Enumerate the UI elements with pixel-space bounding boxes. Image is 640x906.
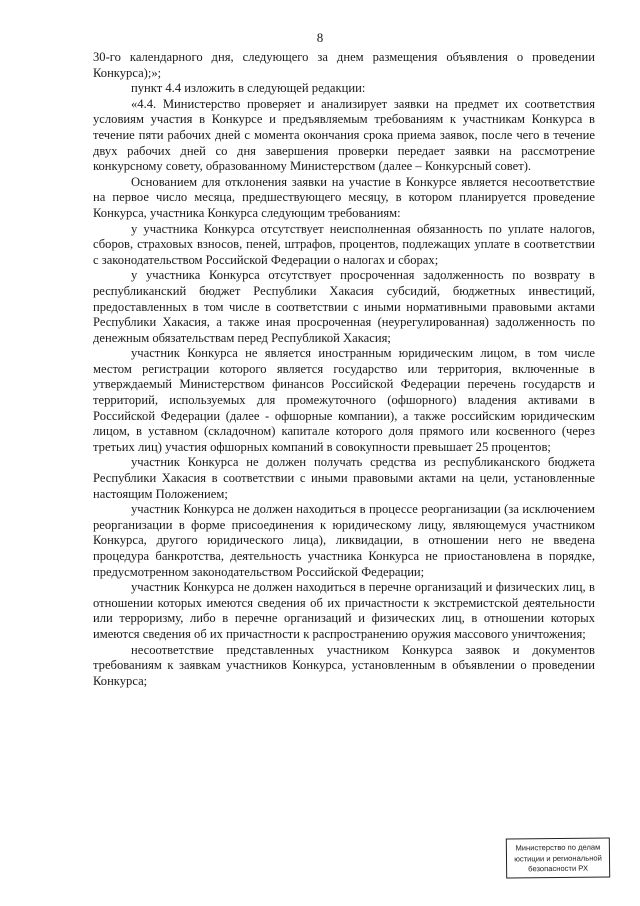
document-body: [93, 50, 595, 689]
paragraph: Основанием для отклонения заявки на участие в Конкурсе является несоответствие на первое число месяца, предшествующего месяцу, в котором планируется проведение Конкурса, участника Конкурса следующим требованиям:: [93, 174, 595, 220]
paragraph: пункт 4.4 изложить в следующей редакции:: [131, 81, 366, 96]
page-number: 8: [316, 30, 324, 45]
paragraph: у участника Конкурса отсутствует неисполненная обязанность по уплате налогов, сборов, страховых взносов, пеней, штрафов, процентов, подлежащих уплате в соответствии с законодательством Российской Федерации о налогах и сборах;: [93, 221, 595, 267]
stamp-line: Министерство по делам: [515, 842, 601, 853]
paragraph: 30-го календарного дня, следующего за днем размещения объявления о проведении Конкурса);»;: [93, 50, 595, 80]
paragraph: «4.4. Министерство проверяет и анализирует заявки на предмет их соответствия условиям участия в Конкурсе и предъявляемым требованиям к участникам Конкурса в течение пяти рабочих дней с момента окончания срока приема заявок, после чего в течение двух рабочих дней со дня завершения проверки передает заявки на рассмотрение конкурсному совету, образованному Министерством (далее – Конкурсный совет).: [93, 96, 595, 174]
paragraph: участник Конкурса не должен находиться в процессе реорганизации (за исключением реорганизации в форме присоединения к юридическому лицу, являющемуся участником Конкурса, другого юридического лица), ликвидации, в отношении него не введена процедура банкротства, деятельность участника Конкурса не приостановлена в порядке, предусмотренном законодательством Российской Федерации;: [93, 502, 595, 579]
paragraph: участник Конкурса не должен находиться в перечне организаций и физических лиц, в отношении которых имеются сведения об их причастности к экстремистской деятельности или терроризму, либо в перечне организаций и физических лиц, в отношении которых имеются сведения об их причастности к распространению оружия массового уничтожения;: [93, 580, 595, 641]
registration-stamp: [506, 837, 610, 878]
stamp-line: безопасности РХ: [528, 863, 589, 874]
paragraph: у участника Конкурса отсутствует просроченная задолженность по возврату в республиканский бюджет Республики Хакасия субсидий, бюджетных инвестиций, предоставленных в том числе в соответствии с иными нормативными правовыми актами Республики Хакасия, а также иная просроченная (неурегулированная) задолженность по денежным обязательствам перед Республикой Хакасия;: [93, 268, 595, 345]
paragraph: несоответствие представленных участником Конкурса заявок и документов требованиям к заявкам участников Конкурса, установленным в объявлении о проведении Конкурса;: [93, 642, 595, 688]
paragraph: участник Конкурса не является иностранным юридическим лицом, в том числе местом регистрации которого является государство или территория, включенные в утверждаемый Министерством финансов Российской Федерации перечень государств и территорий, используемых для промежуточного (офшорного) владения активами в Российской Федерации (далее - офшорные компании), а также российским юридическим лицом, в уставном (складочном) капитале которого доля прямого или косвенного (через третьих лиц) участия офшорных компаний в совокупности превышает 25 процентов;: [93, 346, 595, 454]
stamp-line: юстиции и региональной: [514, 853, 602, 863]
paragraph: участник Конкурса не должен получать средства из республиканского бюджета Республики Хакасия в соответствии с иными правовыми актами на цели, установленные настоящим Положением;: [93, 455, 595, 501]
